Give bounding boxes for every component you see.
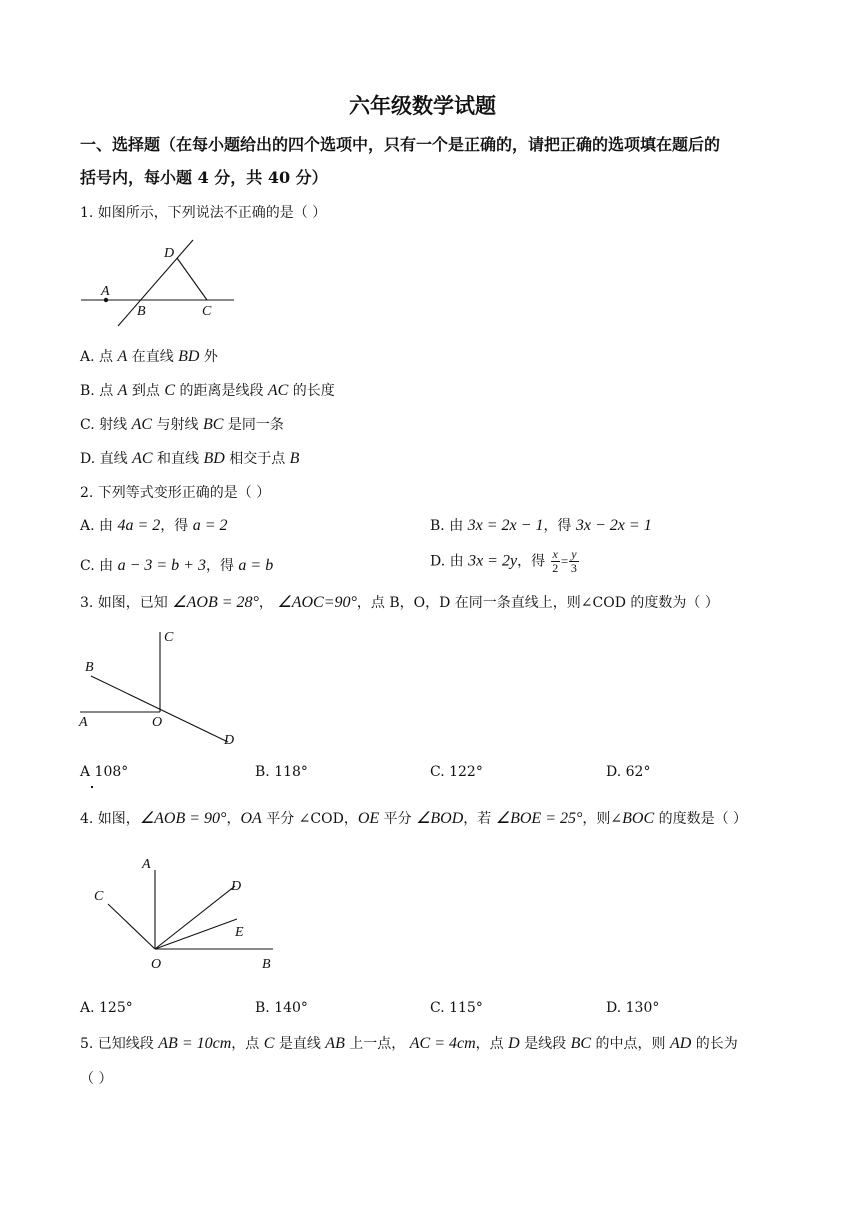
label-e: E [235, 925, 244, 940]
question-1-option-c[interactable]: C. 射线 AC 与射线 BC 是同一条 [80, 416, 284, 433]
label-o: O [152, 715, 163, 730]
stray-dot [91, 786, 93, 788]
question-3-option-c[interactable]: C. 122° [430, 764, 483, 780]
question-3-option-d[interactable]: D. 62° [606, 764, 651, 780]
fraction-y-over-3: $\frac{y}{3}$ [570, 547, 577, 575]
question-1-figure [78, 235, 240, 330]
label-a: A [142, 857, 151, 872]
question-1-stem: 1. 如图所示，下列说法不正确的是（ ） [80, 205, 327, 221]
question-4-option-b[interactable]: B. 140° [255, 1000, 308, 1016]
line-bd [118, 240, 193, 326]
question-5-answer-brackets[interactable]: （ ） [80, 1071, 113, 1087]
segment-dc [177, 258, 207, 300]
section-header-line2: 括号内，每小题 4 分，共 40 分） [80, 168, 328, 187]
question-5-stem: 5. 已知线段 AB = 10cm，点 C 是直线 AB 上一点， AC = 4cm，点 D 是线段 BC 的中点，则 AD 的长为 [80, 1035, 738, 1052]
label-c: C [94, 889, 104, 904]
label-d: D [231, 879, 242, 894]
label-a: A [101, 284, 110, 299]
question-2-stem: 2. 下列等式变形正确的是（ ） [80, 485, 271, 501]
label-c: C [202, 304, 212, 319]
question-3-figure [76, 626, 244, 752]
fraction-x-over-2: $\frac{x}{2}$ [552, 547, 559, 575]
question-2-option-a[interactable]: A. 由 4a = 2，得 a = 2 [80, 517, 228, 534]
question-1-option-d[interactable]: D. 直线 AC 和直线 BD 相交于点 B [80, 450, 300, 467]
question-3-option-b[interactable]: B. 118° [255, 764, 308, 780]
question-3-option-a[interactable]: A 108° [80, 764, 129, 780]
question-2-option-b[interactable]: B. 由 3x = 2x − 1，得 3x − 2x = 1 [430, 517, 652, 534]
question-1-option-b[interactable]: B. 点 A 到点 C 的距离是线段 AC 的长度 [80, 382, 335, 399]
question-4-option-c[interactable]: C. 115° [430, 1000, 483, 1016]
label-d: D [164, 246, 175, 261]
question-1-option-a[interactable]: A. 点 A 在直线 BD 外 [80, 348, 218, 365]
question-3-stem: 3. 如图，已知 ∠AOB = 28°， ∠AOC=90°，点 B，O，D 在同一条直线上，则∠COD 的度数为（ ） [80, 594, 719, 611]
label-d: D [224, 733, 235, 748]
label-b: B [85, 660, 94, 675]
ray-oe [155, 919, 237, 949]
ray-oc [108, 904, 155, 949]
question-2-option-d[interactable]: D. 由 3x = 2y，得 $\frac{x}{2}$ = $\frac{y}{3}$ [430, 547, 577, 575]
question-4-figure [88, 852, 278, 974]
label-b: B [137, 304, 146, 319]
question-2-option-c[interactable]: C. 由 a − 3 = b + 3，得 a = b [80, 557, 274, 574]
question-4-option-d[interactable]: D. 130° [606, 1000, 660, 1016]
page-title: 六年级数学试题 [349, 93, 496, 118]
label-c: C [164, 630, 174, 645]
section-header-line1: 一、选择题（在每小题给出的四个选项中，只有一个是正确的，请把正确的选项填在题后的 [80, 135, 721, 154]
label-b: B [262, 957, 271, 972]
label-a: A [79, 715, 88, 730]
ray-od [155, 886, 235, 949]
label-o: O [151, 957, 162, 972]
question-4-option-a[interactable]: A. 125° [80, 1000, 133, 1016]
question-4-stem: 4. 如图，∠AOB = 90°，OA 平分 ∠COD，OE 平分 ∠BOD，若 ∠BOE = 25°，则∠BOC 的度数是（ ） [80, 810, 748, 827]
